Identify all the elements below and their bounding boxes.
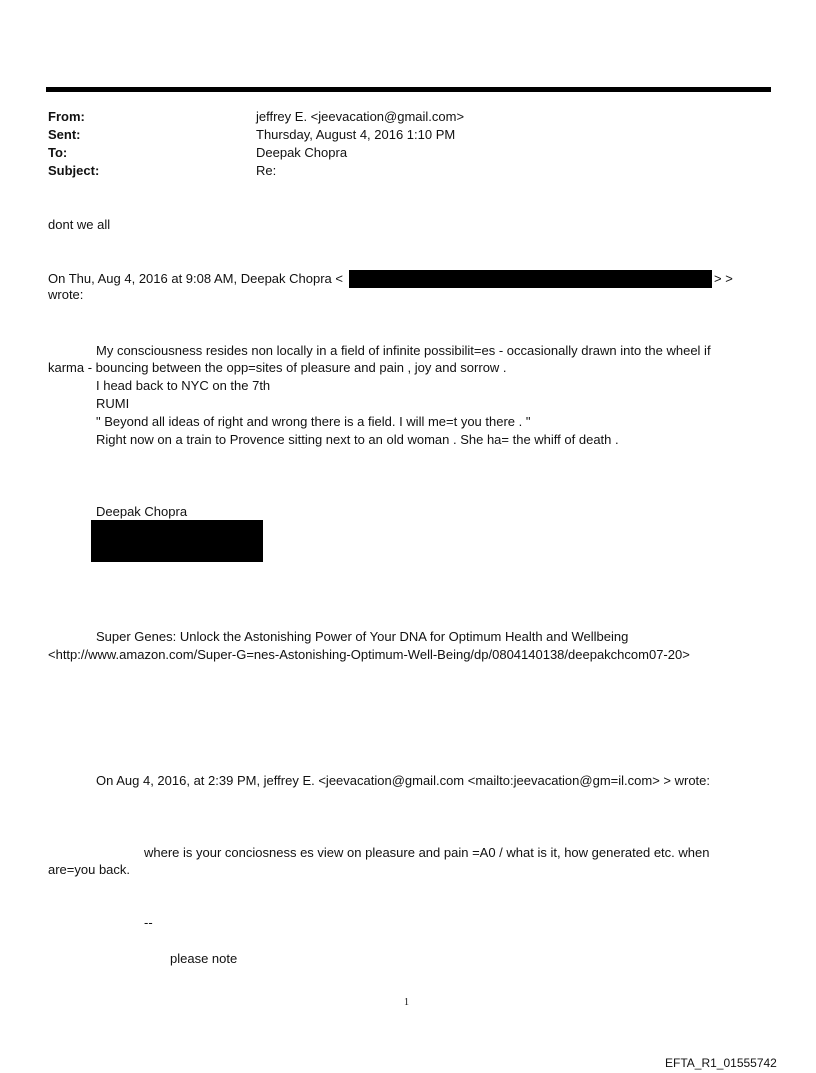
quote1-wrote: wrote:: [48, 287, 84, 302]
quote1-line: My consciousness resides non locally in a field of infinite possibilit=es - occasionally drawn into the wheel if: [96, 343, 711, 358]
quote1-attribution-end: > >: [714, 271, 733, 286]
quote1-line: karma - bouncing between the opp=sites of pleasure and pain , joy and sorrow .: [48, 360, 507, 375]
to-label: To:: [48, 145, 68, 160]
sent-value: Thursday, August 4, 2016 1:10 PM: [256, 127, 456, 142]
quote1-line: RUMI: [96, 396, 130, 411]
page-number: 1: [404, 997, 409, 1008]
from-value: jeffrey E. <jeevacation@gmail.com>: [256, 109, 465, 124]
subject-value: Re:: [256, 163, 277, 178]
subject-label: Subject:: [48, 163, 100, 178]
signature-dash: --: [144, 915, 153, 930]
book-link[interactable]: <http://www.amazon.com/Super-G=nes-Astonishing-Optimum-Well-Being/dp/0804140138/deepakchcom07-20>: [48, 647, 690, 662]
please-note: please note: [170, 951, 238, 966]
book-title: Super Genes: Unlock the Astonishing Power of Your DNA for Optimum Health and Wellbeing: [96, 629, 629, 644]
sent-label: Sent:: [48, 127, 81, 142]
quote2-attribution: On Aug 4, 2016, at 2:39 PM, jeffrey E. <jeevacation@gmail.com <mailto:jeevacation@gm=il.com> > wrote:: [96, 773, 710, 788]
document-id: EFTA_R1_01555742: [665, 1056, 777, 1070]
from-label: From:: [48, 109, 85, 124]
quote1-line: Right now on a train to Provence sitting next to an old woman . She ha= the whiff of death .: [96, 432, 619, 447]
quote1-line: " Beyond all ideas of right and wrong there is a field. I will me=t you there . ": [96, 414, 531, 429]
header-rule: [46, 87, 771, 92]
redaction-email: [349, 270, 712, 288]
quote1-attribution: On Thu, Aug 4, 2016 at 9:08 AM, Deepak Chopra <: [48, 271, 343, 286]
signature-name: Deepak Chopra: [96, 504, 188, 519]
reply-text: dont we all: [48, 217, 111, 232]
quote2-line: are=you back.: [48, 862, 131, 877]
quote2-line: where is your conciosness es view on pleasure and pain =A0 / what is it, how generated etc. when: [144, 845, 710, 860]
redaction-signature: [91, 520, 263, 562]
to-value: Deepak Chopra: [256, 145, 348, 160]
quote1-line: I head back to NYC on the 7th: [96, 378, 271, 393]
